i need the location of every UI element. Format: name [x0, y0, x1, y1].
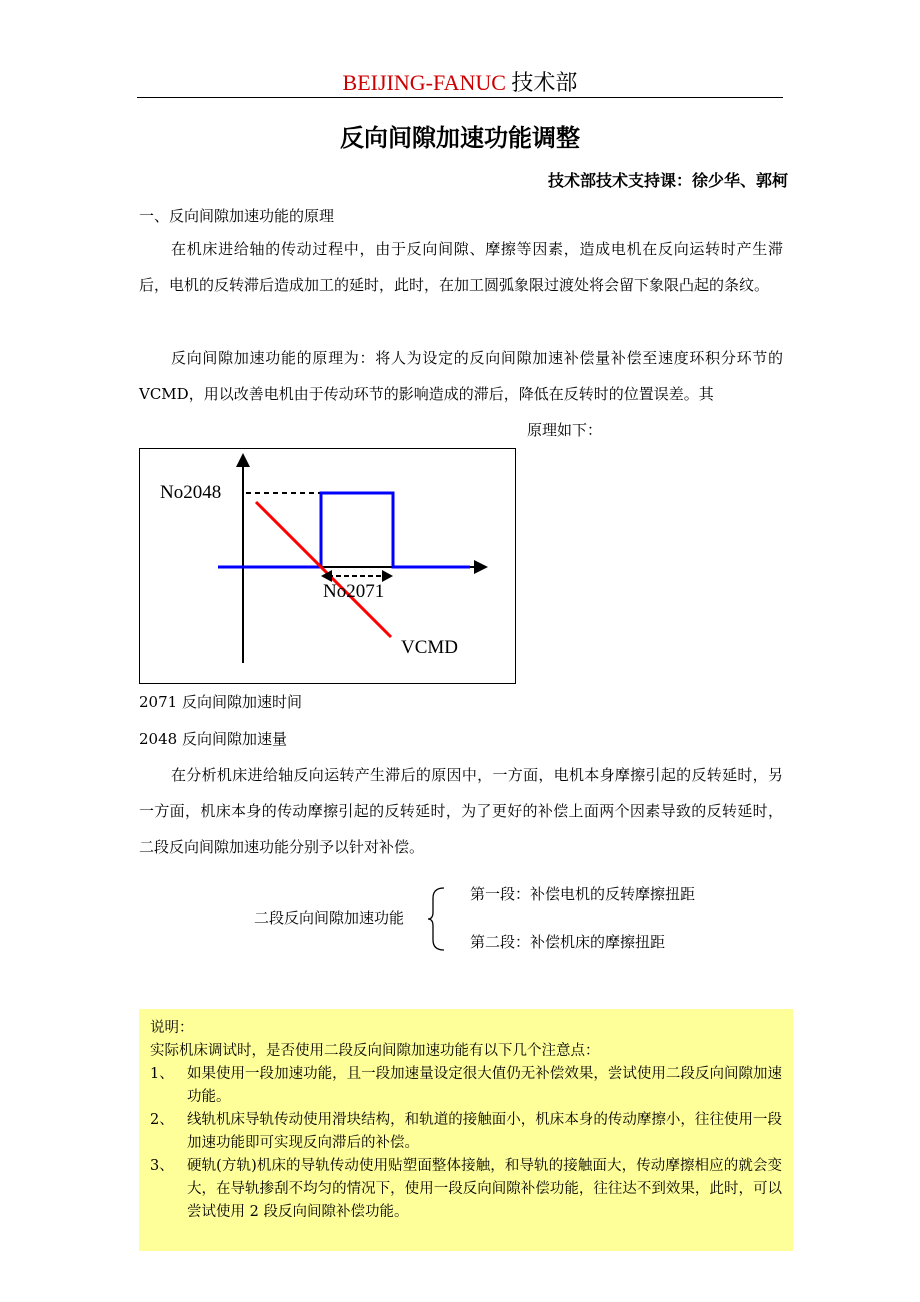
- header-rule: [137, 97, 783, 98]
- paragraph-2-tail: 原理如下：: [527, 421, 603, 439]
- header-cn: 技术部: [511, 70, 578, 95]
- document-title: 反向间隙加速功能调整: [340, 123, 580, 152]
- label-no2071: No2071: [323, 581, 385, 602]
- note-item-num: 3、: [150, 1158, 174, 1174]
- bracket-label: 二段反向间隙加速功能: [254, 909, 405, 927]
- author-line: 技术部技术支持课：徐少华、郭柯: [547, 171, 788, 190]
- note-title: 说明：: [150, 1020, 194, 1036]
- paragraph-1: 在机床进给轴的传动过程中，由于反向间隙、摩擦等因素，造成电机在反向运转时产生滞后，电机的反转滞后造成加工的延时，此时，在加工圆弧象限过渡处将会留下象限凸起的条纹。: [139, 240, 783, 294]
- paragraph-3: 在分析机床进给轴反向运转产生滞后的原因中，一方面，电机本身摩擦引起的反转延时，另一方面，机床本身的传动摩擦引起的反转延时，为了更好的补偿上面两个因素导致的反转延时，二段反向间隙加速功能分别予以针对补偿。: [139, 766, 783, 856]
- note-item-text: 硬轨(方轨)机床的导轨传动使用贴塑面整体接触，和导轨的接触面大，传动摩擦相应的就会变大，在导轨掺刮不均匀的情况下，使用一段反向间隙补偿功能，往往达不到效果，此时，可以尝试使用 2 段反向间隙补偿功能。: [187, 1158, 782, 1220]
- bracket-item-2: 第二段：补偿机床的摩擦扭距: [470, 933, 666, 951]
- pulse-line: [218, 493, 470, 567]
- param-2071: 2071 反向间隙加速时间: [139, 693, 302, 711]
- note-item: [150, 1155, 782, 1224]
- note-item-num: 2、: [150, 1112, 174, 1128]
- page-header: [0, 66, 920, 97]
- param-2048: 2048 反向间隙加速量: [139, 730, 287, 748]
- note-item-text: 如果使用一段加速功能，且一段加速量设定很大值仍无补偿效果，尝试使用二段反向间隙加速功能。: [187, 1066, 782, 1105]
- note-item: [150, 1109, 782, 1155]
- vcmd-line: [256, 502, 391, 637]
- note-intro: 实际机床调试时，是否使用二段反向间隙加速功能有以下几个注意点：: [150, 1043, 600, 1059]
- principle-figure: [139, 448, 516, 684]
- label-vcmd: VCMD: [401, 637, 459, 658]
- curly-bracket: [426, 886, 448, 952]
- note-item: [150, 1063, 782, 1109]
- x-axis-arrow: [474, 560, 488, 574]
- header-latin: BEIJING-FANUC: [342, 70, 506, 95]
- label-no2048: No2048: [160, 482, 222, 503]
- note-item-num: 1、: [150, 1066, 174, 1082]
- principle-diagram: [140, 449, 517, 685]
- bracket-item-1: 第一段：补偿电机的反转摩擦扭距: [470, 885, 696, 903]
- paragraph-2: 反向间隙加速功能的原理为：将人为设定的反向间隙加速补偿量补偿至速度环积分环节的 VCMD，用以改善电机由于传动环节的影响造成的滞后，降低在反转时的位置误差。其: [139, 349, 783, 403]
- note-item-text: 线轨机床导轨传动使用滑块结构，和轨道的接触面小，机床本身的传动摩擦小，往往使用一段加速功能即可实现反向滞后的补偿。: [187, 1112, 782, 1151]
- note-box: [139, 1009, 793, 1251]
- y-axis-arrow: [236, 453, 250, 467]
- section-heading: 一、反向间隙加速功能的原理: [139, 207, 335, 225]
